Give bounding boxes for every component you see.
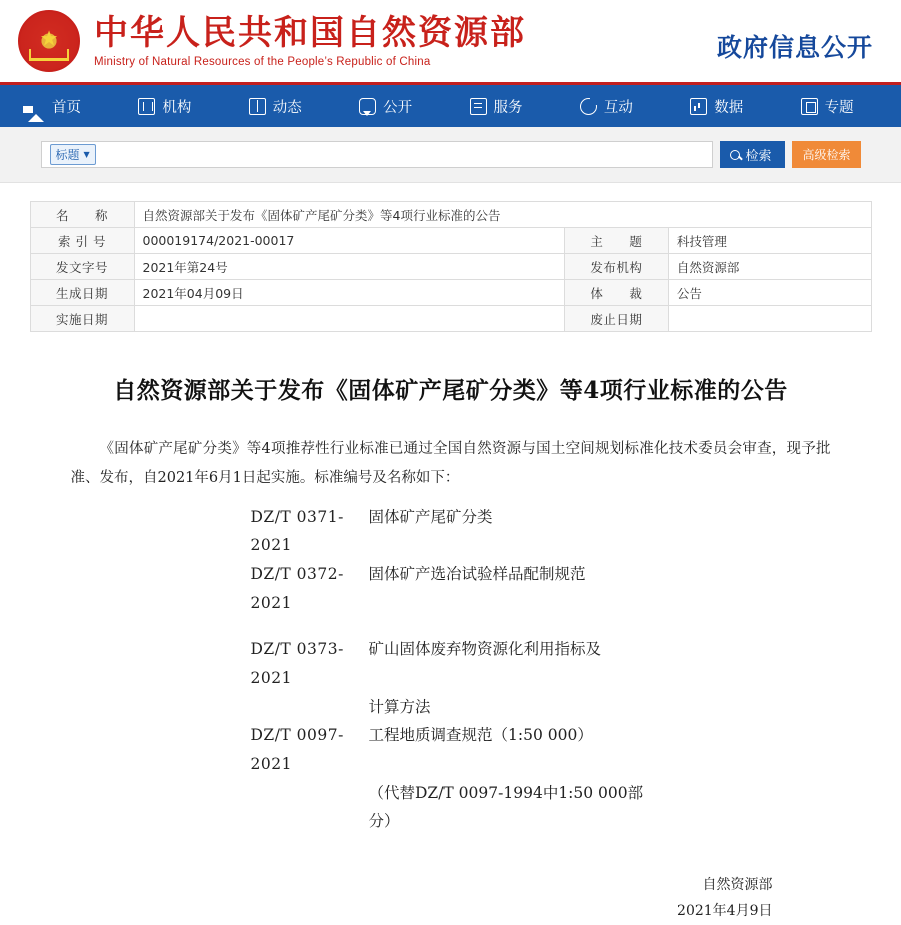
- nav-item-label: 数据: [714, 99, 744, 116]
- standard-code: DZ/T 0097-2021: [250, 726, 344, 773]
- search-field-container: [41, 141, 714, 168]
- meta-value: 000019174/2021-00017: [134, 228, 564, 254]
- search-button[interactable]: [720, 141, 785, 168]
- signature-block: [71, 872, 831, 925]
- site-title-cn: 中华人民共和国自然资源部: [94, 12, 526, 53]
- table-row: [30, 202, 871, 228]
- nav-item-home[interactable]: [18, 96, 128, 117]
- standard-code: DZ/T 0372-2021: [250, 564, 344, 612]
- site-header: [0, 0, 901, 85]
- signature-date: 2021年4月9日: [677, 903, 773, 920]
- nav-item-label: 专题: [824, 99, 854, 116]
- special-topic-icon: [801, 98, 818, 115]
- meta-value: 2021年第24号: [134, 254, 564, 280]
- nav-item-interaction[interactable]: [570, 96, 680, 117]
- search-input[interactable]: [96, 142, 713, 167]
- standard-name: 工程地质调查规范（1:50 000）: [368, 726, 593, 745]
- news-icon: [249, 98, 266, 115]
- interaction-icon: [580, 98, 597, 115]
- list-item: [71, 503, 831, 560]
- standard-code: DZ/T 0373-2021: [250, 640, 344, 687]
- meta-label: 名 称: [30, 202, 134, 228]
- meta-label: 索 引 号: [30, 228, 134, 254]
- standard-name-continuation: 计算方法: [368, 697, 431, 716]
- service-icon: [470, 98, 487, 115]
- standard-name: 矿山固体废弃物资源化利用指标及: [368, 640, 602, 659]
- organization-icon: [138, 98, 155, 115]
- standard-name: 固体矿产尾矿分类: [368, 507, 493, 526]
- nav-item-label: 服务: [493, 99, 523, 116]
- nav-item-special-topic[interactable]: [791, 96, 901, 117]
- nav-item-label: 动态: [272, 99, 302, 116]
- signature-organization: 自然资源部: [702, 876, 773, 893]
- meta-value: 2021年04月09日: [134, 280, 564, 306]
- list-item: [71, 635, 831, 692]
- standard-name: 固体矿产选冶试验样品配制规范: [368, 564, 586, 583]
- site-titles: [94, 14, 526, 68]
- article: [71, 374, 831, 925]
- meta-label: 发文字号: [30, 254, 134, 280]
- standard-replacement-note: （代替DZ/T 0097-1994中1:50 000部: [368, 783, 644, 802]
- nav-item-news[interactable]: [239, 96, 349, 117]
- nav-item-disclosure[interactable]: [349, 96, 459, 117]
- search-button-label: 检索: [745, 149, 772, 164]
- meta-label: 体 裁: [564, 280, 668, 306]
- standard-replacement-note-continuation: 分）: [368, 812, 400, 831]
- national-emblem-icon: [18, 10, 80, 72]
- meta-value: [134, 306, 564, 332]
- article-paragraph: 《固体矿产尾矿分类》等4项推荐性行业标准已通过全国自然资源与国土空间规划标准化技术委员会审查，现予批准、发布，自2021年6月1日起实施。标准编号及名称如下：: [70, 440, 831, 486]
- meta-value: [668, 306, 871, 332]
- advanced-search-button[interactable]: 高级检索: [792, 141, 860, 168]
- nav-item-label: 公开: [383, 99, 413, 116]
- list-item: [71, 560, 831, 617]
- chevron-down-icon: ▼: [83, 149, 90, 159]
- data-chart-icon: [690, 98, 707, 115]
- nav-item-organization[interactable]: [128, 96, 238, 117]
- page-section-title: 政府信息公开: [716, 33, 873, 62]
- meta-label: 废止日期: [564, 306, 668, 332]
- table-row: [30, 228, 871, 254]
- search-bar: [0, 127, 901, 183]
- home-icon: [28, 98, 45, 115]
- meta-value: 自然资源部: [668, 254, 871, 280]
- article-body: [71, 435, 831, 493]
- table-row: [30, 280, 871, 306]
- standards-list: [71, 503, 831, 836]
- standard-code: DZ/T 0371-2021: [250, 507, 344, 555]
- table-row: [30, 254, 871, 280]
- disclosure-icon: [359, 98, 376, 115]
- meta-label: 发布机构: [564, 254, 668, 280]
- main-navigation: [0, 85, 901, 127]
- nav-item-label: 机构: [162, 99, 192, 116]
- search-scope-label: 标题: [55, 148, 80, 162]
- meta-value: 自然资源部关于发布《固体矿产尾矿分类》等4项行业标准的公告: [134, 202, 871, 228]
- meta-value: 科技管理: [668, 228, 871, 254]
- document-metadata: [30, 201, 872, 332]
- list-item: [71, 721, 831, 778]
- search-icon: [730, 150, 740, 160]
- table-row: [30, 306, 871, 332]
- site-title-en: Ministry of Natural Resources of the People’s Republic of China: [94, 56, 431, 69]
- meta-label: 生成日期: [30, 280, 134, 306]
- nav-item-data[interactable]: [680, 96, 790, 117]
- meta-label: 主 题: [564, 228, 668, 254]
- nav-item-service[interactable]: [460, 96, 570, 117]
- metadata-table: [30, 201, 872, 332]
- meta-label: 实施日期: [30, 306, 134, 332]
- article-title: 自然资源部关于发布《固体矿产尾矿分类》等4项行业标准的公告: [113, 377, 788, 404]
- meta-value: 公告: [668, 280, 871, 306]
- nav-item-label: 首页: [52, 99, 81, 116]
- search-scope-dropdown[interactable]: [50, 144, 96, 165]
- nav-item-label: 互动: [603, 99, 633, 116]
